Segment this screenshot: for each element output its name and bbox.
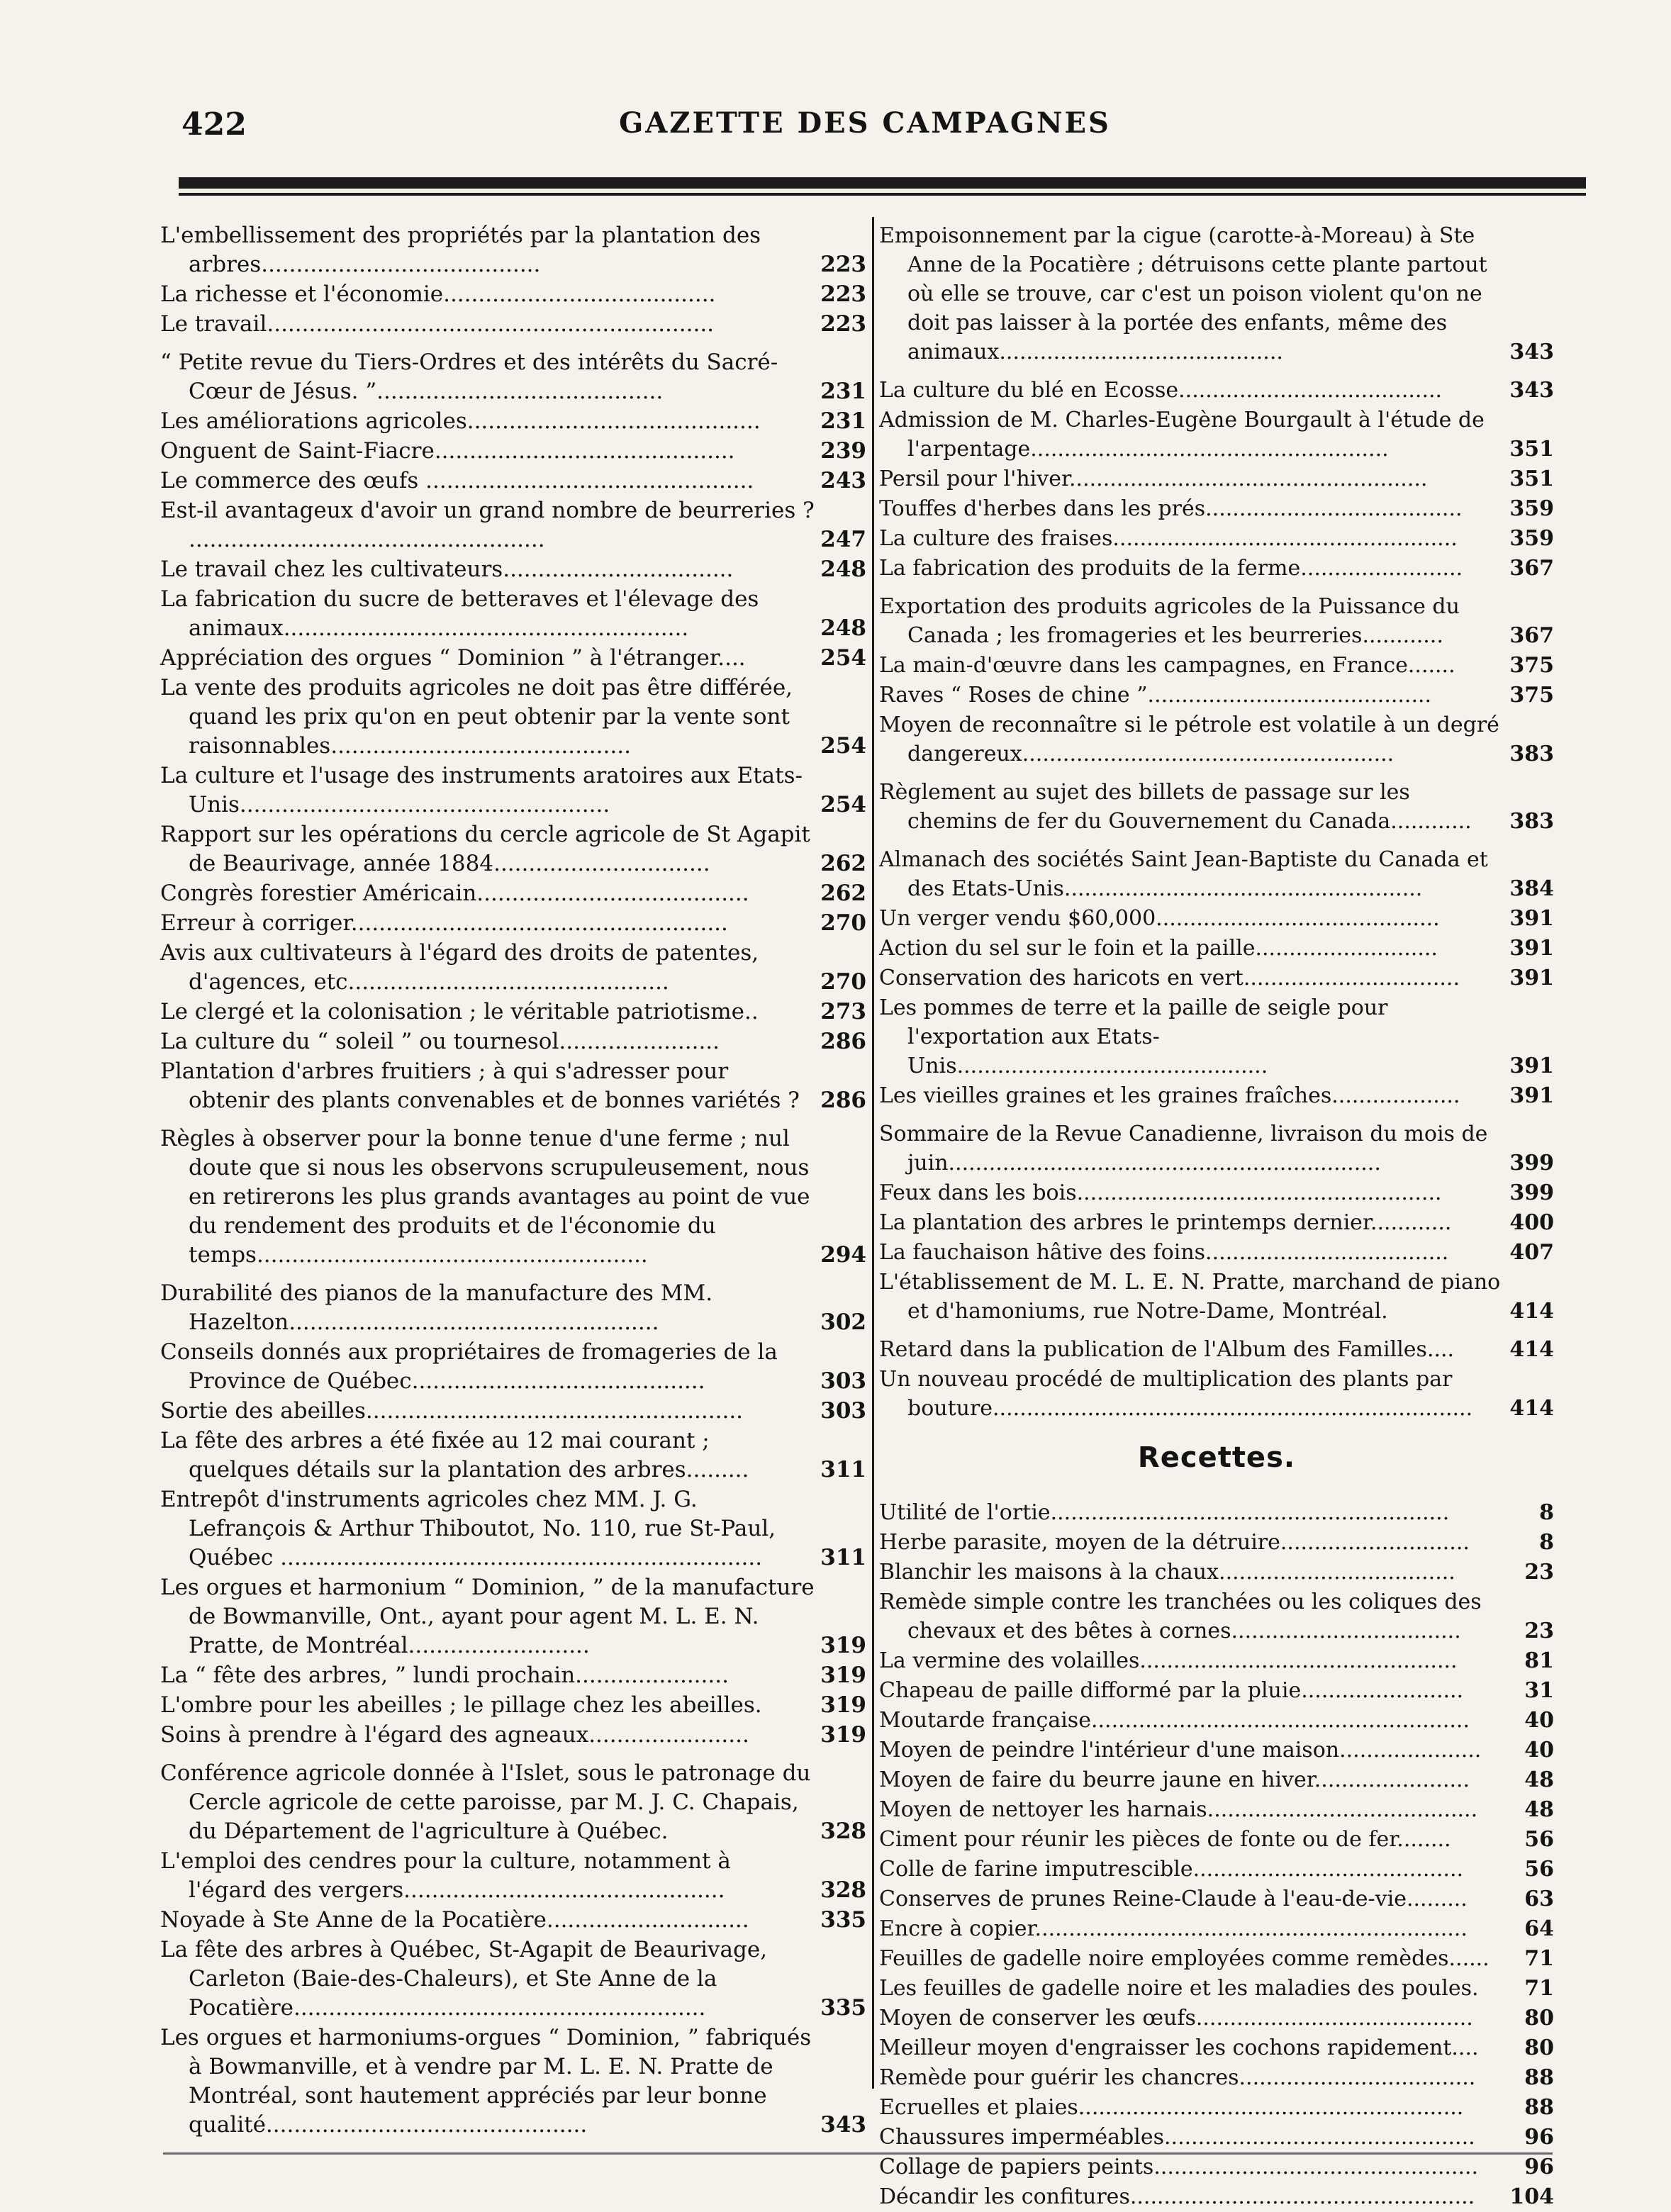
entry-page-number: 319 (820, 1722, 866, 1748)
entry-title: Moyen de conserver les œufs......................................... (879, 2006, 1473, 2031)
entry-page-number: 391 (1509, 966, 1554, 990)
entry-page-number: 270 (820, 969, 866, 995)
index-entry (879, 845, 1554, 903)
entry-title: Remède pour guérir les chancres................................... (879, 2065, 1476, 2090)
entry-title: “ Petite revue du Tiers-Ordres et des intérêts du Sacré-Cœur de Jésus. ”......................................... (160, 350, 778, 404)
entry-title: Moutarde française........................................................ (879, 1708, 1470, 1733)
entry-page-number: 375 (1509, 653, 1554, 678)
entry-title: Sortie des abeilles...................................................... (160, 1398, 744, 1424)
entry-page-number: 231 (820, 408, 866, 434)
index-entry (879, 2123, 1554, 2152)
entry-page-number: 48 (1524, 1797, 1554, 1822)
entry-page-number: 56 (1524, 1857, 1554, 1882)
entry-page-number: 40 (1524, 1708, 1554, 1733)
index-entry (879, 651, 1554, 680)
entry-title: Règlement au sujet des billets de passage sur les chemins de fer du Gouvernement du Canada............ (879, 780, 1472, 834)
entry-title: Touffes d'herbes dans les prés...................................... (879, 496, 1463, 521)
index-entry (879, 1587, 1554, 1646)
entry-title: Le travail................................................................ (160, 311, 715, 337)
entry-title: Moyen de peindre l'intérieur d'une maison..................... (879, 1738, 1482, 1763)
index-entry (160, 909, 866, 938)
index-entry (879, 2004, 1554, 2033)
entry-page-number: 414 (1509, 1337, 1554, 1362)
entry-title: La culture du blé en Ecosse....................................... (879, 378, 1443, 403)
index-entry (879, 524, 1554, 553)
index-entry (160, 437, 866, 466)
index-entry (879, 1944, 1554, 1973)
entry-title: Le commerce des œufs ............................................... (160, 468, 754, 493)
entry-title: Remède simple contre les tranchées ou les coliques des chevaux et des bêtes à cornes.................................. (879, 1590, 1482, 1643)
entry-gap (879, 367, 1554, 376)
left-index-column (160, 221, 866, 2140)
entry-page-number: 343 (1509, 378, 1554, 403)
index-entry (160, 1027, 866, 1056)
entry-page-number: 343 (1509, 340, 1554, 364)
right-index-column (879, 221, 1554, 2212)
entry-page-number: 286 (820, 1029, 866, 1054)
index-entry (160, 1397, 866, 1426)
index-entry (879, 1081, 1554, 1110)
entry-title: La fabrication du sucre de betteraves et l'élevage des animaux.......................................................... (160, 586, 759, 641)
index-entry (879, 778, 1554, 836)
entry-title: Décandir les confitures................................................... (879, 2184, 1475, 2209)
page-number: 422 (181, 106, 247, 143)
entry-gap (160, 340, 866, 348)
entry-title: La vermine des volailles............................................... (879, 1648, 1458, 1673)
index-entry (160, 1759, 866, 1846)
index-entry (160, 2023, 866, 2140)
entry-title: Onguent de Saint-Fiacre........................................... (160, 438, 735, 464)
entry-title: Congrès forestier Américain....................................... (160, 881, 749, 906)
index-entry (879, 592, 1554, 650)
entry-page-number: 383 (1509, 742, 1554, 766)
index-entry (879, 1365, 1554, 1423)
entry-page-number: 399 (1509, 1151, 1554, 1175)
entry-page-number: 262 (820, 881, 866, 906)
entry-title: L'ombre pour les abeilles ; le pillage chez les abeilles. (160, 1692, 762, 1718)
entry-title: Action du sel sur le foin et la paille........................... (879, 936, 1438, 961)
entry-page-number: 391 (1509, 936, 1554, 961)
index-entry (160, 761, 866, 820)
entry-title: Conférence agricole donnée à l'Islet, sous le patronage du Cercle agricole de cette paroisse, par M. J. C. Chapais, du Département de l'agriculture à Québec. (160, 1760, 811, 1844)
entry-page-number: 223 (820, 281, 866, 307)
index-entry (879, 1335, 1554, 1364)
entry-page-number: 254 (820, 733, 866, 759)
right-index-entries (879, 221, 1554, 1423)
index-entry (879, 1528, 1554, 1557)
entry-page-number: 414 (1509, 1396, 1554, 1421)
entry-title: Moyen de reconnaître si le pétrole est volatile à un degré dangereux....................................................... (879, 713, 1499, 766)
entry-page-number: 359 (1509, 496, 1554, 521)
entry-page-number: 270 (820, 910, 866, 936)
entry-title: Les vieilles graines et les graines fraîches................... (879, 1083, 1460, 1108)
entry-title: Ciment pour réunir les pièces de fonte ou de fer........ (879, 1827, 1451, 1852)
entry-title: Avis aux cultivateurs à l'égard des droits de patentes, d'agences, etc.............................................. (160, 940, 759, 995)
entry-title: Est-il avantageux d'avoir un grand nombre de beurreries ? ................................................... (160, 498, 815, 552)
entry-title: L'établissement de M. L. E. N. Pratte, marchand de piano et d'hamoniums, rue Notre-Dame, Montréal. (879, 1270, 1501, 1324)
entry-title: Le travail chez les cultivateurs................................. (160, 557, 734, 582)
entry-gap (160, 1750, 866, 1759)
entry-page-number: 391 (1509, 1054, 1554, 1078)
entry-page-number: 96 (1524, 2155, 1554, 2179)
index-entry (160, 1847, 866, 1905)
entry-page-number: 71 (1524, 1976, 1554, 2001)
index-entry (160, 1426, 866, 1485)
recettes-list (879, 1498, 1554, 2211)
index-entry (879, 1974, 1554, 2003)
entry-title: Soins à prendre à l'égard des agneaux....................... (160, 1722, 749, 1748)
index-entry (879, 1676, 1554, 1705)
index-entry (879, 376, 1554, 405)
entry-page-number: 80 (1524, 2006, 1554, 2031)
entry-page-number: 80 (1524, 2035, 1554, 2060)
entry-page-number: 294 (820, 1242, 866, 1268)
index-entry (160, 644, 866, 673)
entry-title: La richesse et l'économie....................................... (160, 281, 716, 307)
entry-page-number: 367 (1509, 556, 1554, 581)
index-entry (879, 2182, 1554, 2211)
entry-gap (879, 583, 1554, 592)
header-thick-rule (179, 177, 1586, 189)
entry-page-number: 248 (820, 557, 866, 582)
index-entry (879, 993, 1554, 1080)
index-entry (879, 1736, 1554, 1765)
index-entry (160, 1057, 866, 1115)
entry-page-number: 384 (1509, 876, 1554, 901)
entry-gap (879, 837, 1554, 845)
entry-title: Un nouveau procédé de multiplication des plants par bouture....................................................................... (879, 1367, 1473, 1421)
index-entry (879, 1884, 1554, 1914)
entry-page-number: 223 (820, 311, 866, 337)
entry-page-number: 71 (1524, 1946, 1554, 1971)
entry-title: Conserves de prunes Reine-Claude à l'eau-de-vie......... (879, 1887, 1468, 1911)
entry-title: Appréciation des orgues “ Dominion ” à l'étranger.... (160, 645, 746, 671)
index-entry (879, 1914, 1554, 1943)
index-entry (879, 681, 1554, 710)
entry-page-number: 273 (820, 999, 866, 1024)
entry-title: Blanchir les maisons à la chaux................................... (879, 1560, 1455, 1585)
entry-gap (160, 1116, 866, 1124)
index-entry (879, 710, 1554, 769)
entry-title: Meilleur moyen d'engraisser les cochons rapidement.... (879, 2035, 1479, 2060)
entry-page-number: 351 (1509, 467, 1554, 491)
index-entry (879, 1795, 1554, 1824)
entry-page-number: 328 (820, 1877, 866, 1903)
entry-page-number: 328 (820, 1819, 866, 1844)
entry-title: Les orgues et harmoniums-orgues “ Dominion, ” fabriqués à Bowmanville, et à vendre par M. L. E. N. Pratte de Montréal, sont hautement appréciés par leur bonne qualité.............................................. (160, 2025, 812, 2138)
index-entry (160, 310, 866, 339)
index-entry (160, 879, 866, 908)
entry-title: La vente des produits agricoles ne doit pas être différée, quand les prix qu'on en peut obtenir par la vente sont raisonnables........................................... (160, 675, 793, 759)
entry-title: Almanach des sociétés Saint Jean-Baptiste du Canada et des Etats-Unis..................................................... (879, 847, 1488, 901)
entry-page-number: 8 (1539, 1500, 1554, 1525)
index-entry (879, 554, 1554, 583)
entry-gap (879, 1111, 1554, 1119)
index-entry (879, 904, 1554, 933)
entry-title: La fabrication des produits de la ferme........................ (879, 556, 1463, 581)
index-entry (160, 1279, 866, 1337)
entry-page-number: 311 (820, 1457, 866, 1482)
entry-page-number: 383 (1509, 809, 1554, 834)
entry-page-number: 375 (1509, 683, 1554, 708)
entry-page-number: 319 (820, 1663, 866, 1688)
entry-title: Plantation d'arbres fruitiers ; à qui s'adresser pour obtenir des plants convenables et de bonnes variétés ? (160, 1058, 800, 1113)
index-entry (160, 1691, 866, 1720)
index-entry (879, 963, 1554, 993)
entry-title: Les améliorations agricoles.......................................... (160, 408, 761, 434)
index-entry (160, 555, 866, 584)
entry-title: Empoisonnement par la cigue (carotte-à-Moreau) à Ste Anne de la Pocatière ; détruisons cette plante partout où elle se trouve, car c'est un poison violent qu'on ne doit pas laisser à la portée des enfants, même des animaux.......................................... (879, 223, 1487, 364)
entry-gap (160, 1270, 866, 1279)
entry-page-number: 400 (1509, 1210, 1554, 1235)
index-entry (160, 939, 866, 997)
index-entry (160, 221, 866, 279)
entry-page-number: 231 (820, 379, 866, 404)
entry-title: Les pommes de terre et la paille de seigle pour l'exportation aux Etats-Unis.............................................. (879, 995, 1388, 1078)
entry-title: Les feuilles de gadelle noire et les maladies des poules. (879, 1976, 1479, 2001)
entry-page-number: 88 (1524, 2065, 1554, 2090)
index-entry (160, 674, 866, 761)
index-entry (160, 820, 866, 878)
index-entry (879, 1855, 1554, 1884)
index-entry (879, 1498, 1554, 1527)
entry-title: La fête des arbres a été fixée au 12 mai courant ; quelques détails sur la plantation des arbres......... (160, 1428, 749, 1482)
index-entry (160, 1573, 866, 1660)
entry-page-number: 351 (1509, 437, 1554, 462)
index-entry (879, 1238, 1554, 1267)
entry-title: La culture et l'usage des instruments aratoires aux Etats-Unis..................................................... (160, 763, 803, 817)
entry-page-number: 23 (1524, 1560, 1554, 1585)
entry-title: Un verger vendu $60,000.......................................... (879, 906, 1440, 931)
entry-page-number: 303 (820, 1368, 866, 1394)
recettes-heading: Recettes. (1137, 1441, 1296, 1474)
entry-title: La fête des arbres à Québec, St-Agapit de Beaurivage, Carleton (Baie-des-Chaleurs), et Ste Anne de la Pocatière........................................................... (160, 1937, 768, 2021)
entry-title: Conseils donnés aux propriétaires de fromageries de la Province de Québec.......................................... (160, 1339, 778, 1394)
index-entry (160, 1936, 866, 2023)
entry-page-number: 302 (820, 1309, 866, 1335)
entry-page-number: 335 (820, 1907, 866, 1933)
entry-title: Erreur à corriger...................................................... (160, 910, 728, 936)
entry-title: La “ fête des arbres, ” lundi prochain...................... (160, 1663, 729, 1688)
entry-page-number: 64 (1524, 1916, 1554, 1941)
entry-title: Sommaire de la Revue Canadienne, livraison du mois de juin................................................................ (879, 1122, 1488, 1175)
entry-page-number: 311 (820, 1545, 866, 1570)
entry-page-number: 391 (1509, 906, 1554, 931)
entry-title: Moyen de nettoyer les harnais........................................ (879, 1797, 1478, 1822)
entry-page-number: 239 (820, 438, 866, 464)
entry-page-number: 407 (1509, 1240, 1554, 1265)
entry-title: Exportation des produits agricoles de la Puissance du Canada ; les fromageries et les beurreries............ (879, 594, 1460, 648)
entry-page-number: 286 (820, 1088, 866, 1113)
entry-page-number: 414 (1509, 1299, 1554, 1324)
entry-page-number: 243 (820, 468, 866, 493)
entry-page-number: 96 (1524, 2125, 1554, 2150)
index-entry (160, 1721, 866, 1750)
entry-title: Persil pour l'hiver..................................................... (879, 467, 1428, 491)
index-entry (879, 2063, 1554, 2092)
entry-page-number: 40 (1524, 1738, 1554, 1763)
index-entry (160, 585, 866, 643)
index-entry (879, 1119, 1554, 1178)
entry-title: Raves “ Roses de chine ”.......................................... (879, 683, 1432, 708)
entry-page-number: 223 (820, 252, 866, 277)
entry-title: Règles à observer pour la bonne tenue d'une ferme ; nul doute que si nous les observons scrupuleusement, nous en retirerons les plus grands avantages au point de vue du rendement des produits et de l'économie du temps........................................................ (160, 1126, 810, 1268)
index-entry (160, 496, 866, 554)
entry-title: Encre à copier................................................................ (879, 1916, 1468, 1941)
page-header (170, 106, 1560, 149)
entry-page-number: 335 (820, 1995, 866, 2021)
index-entry (879, 494, 1554, 523)
entry-title: Le clergé et la colonisation ; le véritable patriotisme.. (160, 999, 759, 1024)
entry-page-number: 254 (820, 792, 866, 817)
index-entry (160, 1338, 866, 1396)
entry-page-number: 23 (1524, 1619, 1554, 1643)
entry-title: Collage de papiers peints................................................ (879, 2155, 1479, 2179)
entry-page-number: 319 (820, 1692, 866, 1718)
entry-page-number: 248 (820, 615, 866, 641)
index-entry (879, 1646, 1554, 1675)
entry-page-number: 391 (1509, 1083, 1554, 1108)
index-entry (879, 1558, 1554, 1587)
entry-title: Durabilité des pianos de la manufacture des MM. Hazelton..................................................... (160, 1280, 713, 1335)
entry-page-number: 319 (820, 1633, 866, 1658)
index-entry (879, 1765, 1554, 1794)
entry-title: Les orgues et harmonium “ Dominion, ” de la manufacture de Bowmanville, Ont., ayant pour agent M. L. E. N. Pratte, de Montréal.......................... (160, 1575, 815, 1658)
index-entry (879, 1208, 1554, 1237)
entry-page-number: 48 (1524, 1767, 1554, 1792)
entry-title: Noyade à Ste Anne de la Pocatière............................. (160, 1907, 749, 1933)
index-entry (879, 2033, 1554, 2062)
index-entry (160, 1661, 866, 1690)
entry-title: Moyen de faire du beurre jaune en hiver....................... (879, 1767, 1470, 1792)
entry-title: La culture des fraises................................................... (879, 526, 1458, 551)
index-entry (160, 1906, 866, 1935)
index-entry (160, 467, 866, 496)
entry-page-number: 56 (1524, 1827, 1554, 1852)
index-entry (879, 2093, 1554, 2122)
entry-title: Entrepôt d'instruments agricoles chez MM. J. G. Lefrançois & Arthur Thiboutot, No. 110, rue St-Paul, Québec ..................................................................... (160, 1487, 776, 1570)
entry-page-number: 359 (1509, 526, 1554, 551)
entry-title: L'embellissement des propriétés par la plantation des arbres........................................ (160, 223, 761, 277)
index-entry (879, 1825, 1554, 1854)
index-entry (879, 1178, 1554, 1207)
entry-page-number: 8 (1539, 1530, 1554, 1555)
entry-page-number: 367 (1509, 623, 1554, 648)
entry-title: Conservation des haricots en vert................................ (879, 966, 1460, 990)
index-entry (160, 348, 866, 406)
entry-title: Feux dans les bois...................................................... (879, 1180, 1442, 1205)
footer-rule (163, 2152, 1553, 2155)
entry-title: Feuilles de gadelle noire employées comme remèdes...... (879, 1946, 1490, 1971)
entry-title: Herbe parasite, moyen de la détruire............................ (879, 1530, 1470, 1555)
page-title: GAZETTE DES CAMPAGNES (619, 106, 1111, 140)
entry-title: Utilité de l'ortie........................................................... (879, 1500, 1450, 1525)
entry-title: La culture du “ soleil ” ou tournesol....................... (160, 1029, 720, 1054)
entry-title: La main-d'œuvre dans les campagnes, en France....... (879, 653, 1455, 678)
entry-title: Chaussures imperméables.............................................. (879, 2125, 1475, 2150)
entry-page-number: 262 (820, 851, 866, 876)
entry-page-number: 303 (820, 1398, 866, 1424)
entry-title: Chapeau de paille difformé par la pluie........................ (879, 1678, 1464, 1703)
index-entry (879, 934, 1554, 963)
entry-title: Retard dans la publication de l'Album des Familles.... (879, 1337, 1455, 1362)
entry-title: Admission de M. Charles-Eugène Bourgault à l'étude de l'arpentage..................................................... (879, 408, 1485, 462)
index-entry (879, 406, 1554, 464)
entry-gap (879, 769, 1554, 778)
entry-page-number: 81 (1524, 1648, 1554, 1673)
index-entry (879, 221, 1554, 367)
index-entry (879, 1706, 1554, 1735)
column-divider (872, 217, 874, 2089)
index-entry (160, 1124, 866, 1270)
entry-title: Rapport sur les opérations du cercle agricole de St Agapit de Beaurivage, année 1884............................... (160, 822, 810, 876)
index-entry (879, 1268, 1554, 1326)
entry-title: La plantation des arbres le printemps dernier............ (879, 1210, 1452, 1235)
index-entry (160, 280, 866, 309)
header-thin-rule (179, 193, 1586, 196)
entry-gap (879, 1326, 1554, 1335)
index-entry (879, 464, 1554, 493)
entry-title: Ecruelles et plaies......................................................... (879, 2095, 1464, 2120)
entry-page-number: 31 (1524, 1678, 1554, 1703)
entry-title: La fauchaison hâtive des foins.................................... (879, 1240, 1449, 1265)
index-entry (160, 407, 866, 436)
entry-page-number: 63 (1524, 1887, 1554, 1911)
entry-title: Colle de farine imputrescible........................................ (879, 1857, 1464, 1882)
entry-page-number: 88 (1524, 2095, 1554, 2120)
entry-page-number: 343 (820, 2112, 866, 2138)
index-entry (160, 1485, 866, 1573)
entry-title: L'emploi des cendres pour la culture, notamment à l'égard des vergers.............................................. (160, 1848, 731, 1903)
index-entry (160, 998, 866, 1027)
entry-page-number: 254 (820, 645, 866, 671)
entry-page-number: 104 (1509, 2184, 1554, 2209)
entry-page-number: 399 (1509, 1180, 1554, 1205)
entry-page-number: 247 (820, 527, 866, 552)
